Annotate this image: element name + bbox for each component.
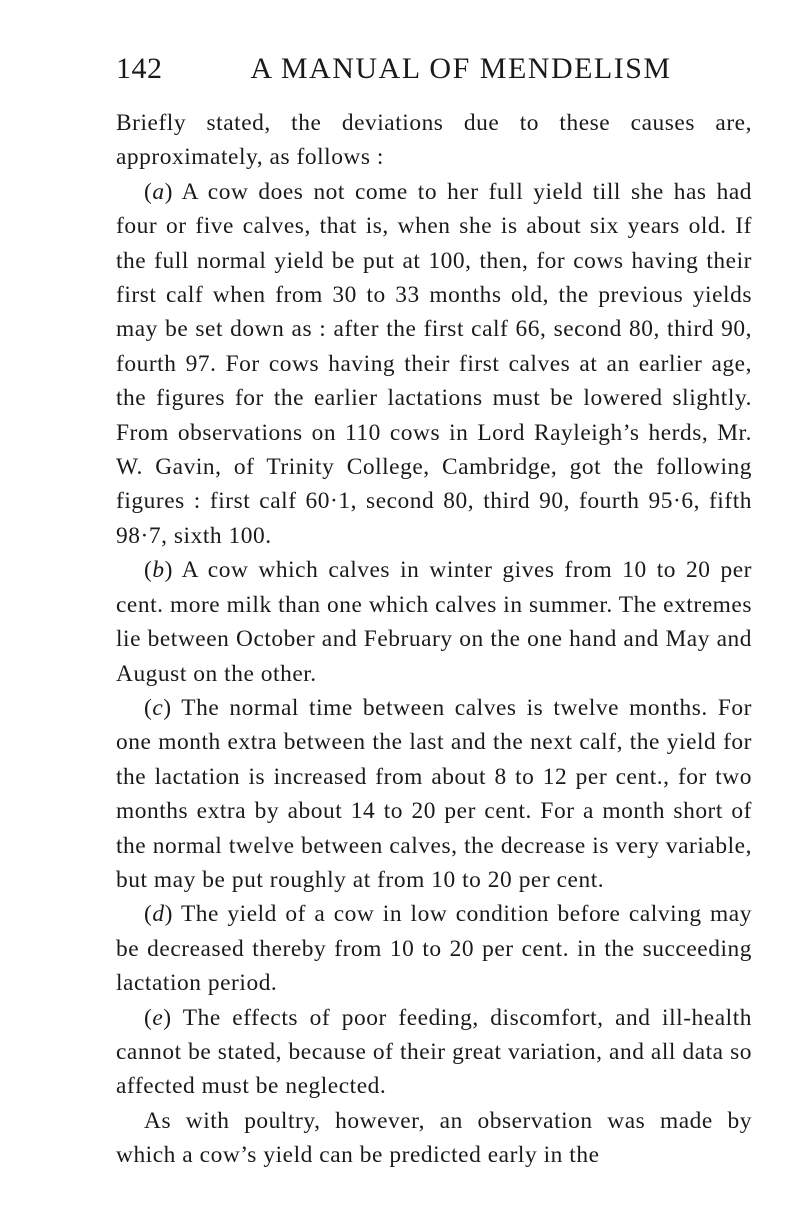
item-e-text: The effects of poor feeding, discomfort, and ill-health cannot be stated, because of their great variation, and all data so affected must be neglected. xyxy=(116,1004,752,1100)
running-title: A MANUAL OF MENDELISM xyxy=(250,52,672,85)
running-head xyxy=(116,52,752,96)
page-number: 142 xyxy=(116,52,163,85)
item-d-text: The yield of a cow in low condition before calving may be decreased thereby from 10 to 20 per cent. in the succeeding lactation period. xyxy=(116,901,752,997)
item-a-text: A cow does not come to her full yield till she has had four or five calves, that is, when she is about six years old. If the full normal yield be put at 100, then, for cows having their first calf when from 30 to 33 months old, the previous yields may be set down as : after the first calf 66, second 80, third 90, fourth 97. For cows having their first calves at an earlier age, the figures for the earlier lactations must be lowered slightly. From observations on 110 cows in Lord Rayleigh’s herds, Mr. W. Gavin, of Trinity College, Cambridge, got the following figures : first calf 60·1, second 80, third 90, fourth 95·6, fifth 98·7, sixth 100. xyxy=(116,178,752,549)
closing-paragraph: As with poultry, however, an observation was made by which a cow’s yield can be predicted early in the xyxy=(116,1107,752,1169)
item-e-label: e xyxy=(152,1004,164,1031)
item-b-paragraph: (b) A cow which calves in winter gives from 10 to 20 per cent. more milk than one which calves in summer. The extremes lie between October and February on the one hand and May and August on the other. xyxy=(116,557,753,687)
item-c-label: c xyxy=(152,694,164,721)
item-b-text: A cow which calves in winter gives from 10 to 20 per cent. more milk than one which calves in summer. The extremes lie between October and February on the one hand and May and August on the other. xyxy=(116,557,753,687)
book-page xyxy=(116,52,752,1173)
intro-paragraph: Briefly stated, the deviations due to these causes are, approximately, as follows : xyxy=(116,110,752,171)
item-d-paragraph: (d) The yield of a cow in low condition before calving may be decreased thereby from 10 to 20 per cent. in the succeeding lactation period. xyxy=(116,901,752,997)
item-a-label: a xyxy=(152,178,165,205)
item-a-paragraph: (a) A cow does not come to her full yield till she has had four or five calves, that is, when she is about six years old. If the full normal yield be put at 100, then, for cows having their first calf when from 30 to 33 months old, the previous yields may be set down as : after the first calf 66, second 80, third 90, fourth 97. For cows having their first calves at an earlier age, the figures for the earlier lactations must be lowered slightly. From observations on 110 cows in Lord Rayleigh’s herds, Mr. W. Gavin, of Trinity College, Cambridge, got the following figures : first calf 60·1, second 80, third 90, fourth 95·6, fifth 98·7, sixth 100. xyxy=(116,178,752,549)
item-e-paragraph: (e) The effects of poor feeding, discomfort, and ill-health cannot be stated, because of their great variation, and all data so affected must be neglected. xyxy=(116,1004,752,1100)
item-d-label: d xyxy=(152,901,165,928)
item-c-paragraph: (c) The normal time between calves is twelve months. For one month extra between the last and the next calf, the yield for the lactation is increased from about 8 to 12 per cent., for two months extra by about 14 to 20 per cent. For a month short of the normal twelve between calves, the decrease is very variable, but may be put roughly at from 10 to 20 per cent. xyxy=(116,694,752,893)
item-c-text: The normal time between calves is twelve months. For one month extra between the last and the next calf, the yield for the lactation is increased from about 8 to 12 per cent., for two months extra by about 14 to 20 per cent. For a month short of the normal twelve between calves, the decrease is very variable, but may be put roughly at from 10 to 20 per cent. xyxy=(116,694,752,893)
item-b-label: b xyxy=(152,557,165,584)
